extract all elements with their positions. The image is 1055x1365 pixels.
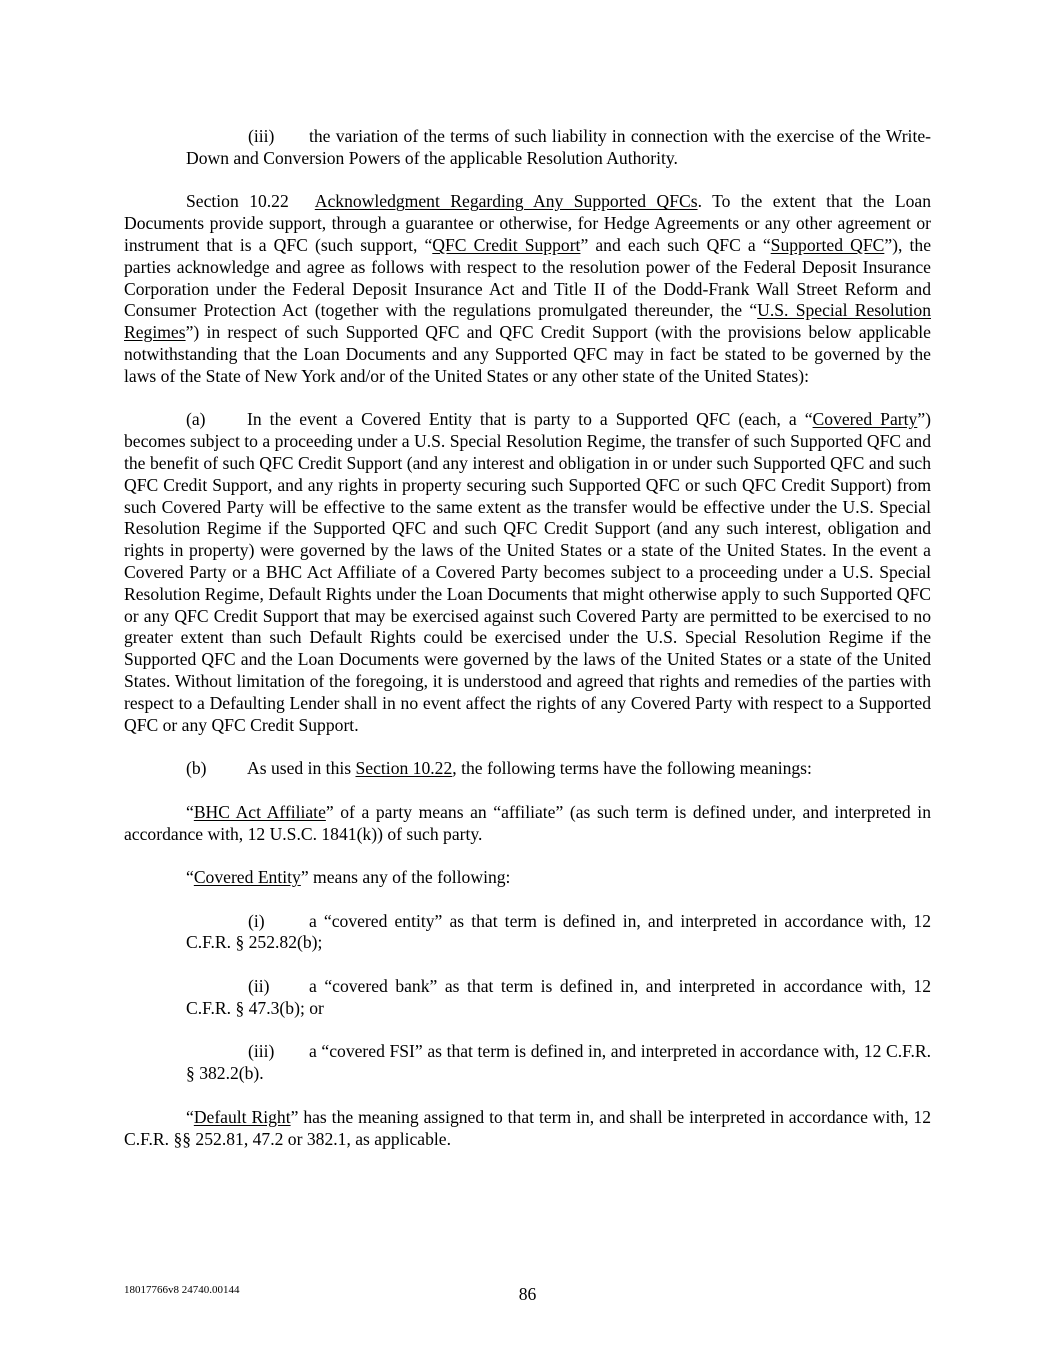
document-body [124, 126, 931, 1172]
clause-number: (iii) [248, 126, 275, 146]
clause-number: (iii) [248, 1041, 275, 1062]
defined-term: U.S. Special Resolution Regimes [124, 300, 931, 343]
clause-number: (i) [248, 910, 265, 931]
defined-term: Covered Entity [193, 867, 301, 888]
page-footer [0, 1284, 1055, 1308]
covered-entity-item-i [124, 911, 931, 955]
section-number: Section 10.22 [186, 191, 289, 212]
defined-term: BHC Act Affiliate [193, 801, 326, 822]
definition-bhc-act-affiliate: “BHC Act Affiliate” of a party means an “affiliate” (as such term is defined under, and interpreted in accordance with, 12 U.S.C. 1841(k)) of such party. [124, 801, 931, 844]
paragraph-a: (a) In the event a Covered Entity that is party to a Supported QFC (each, a “Covered Party”) becomes subject to a proceeding under a U.S. Special Resolution Regime, the transfer of such Supported QFC and the benefit of such QFC Credit Support (and any interest and obligation in or under such Supported QFC and such QFC Credit Support, and any rights in property securing such Supported QFC or such QFC Credit Support) from such Covered Party will be effective to the same extent as the transfer would be effective under the U.S. Special Resolution Regime if the Supported QFC and such QFC Credit Support (and any such interest, obligation and rights in property) were governed by the laws of the United States or a state of the United States. In the event a Covered Party or a BHC Act Affiliate of a Covered Party becomes subject to a proceeding under a U.S. Special Resolution Regime, Default Rights under the Loan Documents that might otherwise apply to such Supported QFC or any QFC Credit Support that may be exercised against such Covered Party are permitted to be exercised to no greater extent than such Default Rights could be exercised under the U.S. Special Resolution Regime if the Supported QFC and the Loan Documents were governed by the laws of the United States or a state of the United States. Without limitation of the foregoing, it is understood and agreed that rights and remedies of the parties with respect to a Defaulting Lender shall in no event affect the rights of any Covered Party with respect to a Supported QFC or any QFC Credit Support. [124, 409, 931, 735]
paragraph-b: (b) As used in this Section 10.22, the following terms have the following meanings: [186, 758, 812, 779]
clause-text: a “covered bank” as that term is defined in, and interpreted in accordance with, 12 C.F.R. § 47.3(b); or [186, 976, 931, 1018]
document-id: 18017766v8 24740.00144 [124, 1284, 240, 1296]
section-10-22: Section 10.22 Acknowledgment Regarding Any Supported QFCs. To the extent that the Loan Documents provide support, through a guarantee or otherwise, for Hedge Agreements or any other agreement or instrument that is a QFC (such support, “QFC Credit Support” and each such QFC a “Supported QFC”), the parties acknowledge and agree as follows with respect to the resolution power of the Federal Deposit Insurance Corporation under the Federal Deposit Insurance Act and Title II of the Dodd-Frank Wall Street Reform and Consumer Protection Act (together with the regulations promulgated thereunder, the “U.S. Special Resolution Regimes”) in respect of such Supported QFC and QFC Credit Support (with the provisions below applicable notwithstanding that the Loan Documents and any Supported QFC may in fact be stated to be governed by the laws of the State of New York and/or of the United States or any other state of the United States): [124, 191, 932, 386]
clause-iii-top [124, 126, 931, 170]
page-number: 86 [518, 1284, 537, 1304]
clause-text: a “covered entity” as that term is defined in, and interpreted in accordance with, 12 C.F.R. § 252.82(b); [186, 910, 931, 953]
paragraph-label: (b) [186, 758, 207, 779]
paragraph-label: (a) [186, 409, 206, 430]
definition-covered-entity: “Covered Entity” means any of the following: [186, 867, 511, 888]
defined-term: Supported QFC [770, 234, 885, 255]
clause-number: (ii) [248, 976, 270, 997]
section-heading: Acknowledgment Regarding Any Supported QFCs [314, 191, 698, 212]
clause-text: a “covered FSI” as that term is defined in, and interpreted in accordance with, 12 C.F.R. § 382.2(b). [186, 1041, 931, 1084]
clause-text: the variation of the terms of such liability in connection with the exercise of the Write-Down and Conversion Powers of the applicable Resolution Authority. [186, 126, 931, 168]
definition-default-right: “Default Right” has the meaning assigned to that term in, and shall be interpreted in accordance with, 12 C.F.R. §§ 252.81, 47.2 or 382.1, as applicable. [124, 1106, 931, 1149]
defined-term: QFC Credit Support [432, 234, 581, 255]
section-reference: Section 10.22 [355, 758, 453, 779]
defined-term: Default Right [193, 1106, 291, 1127]
covered-entity-item-iii [124, 1041, 931, 1085]
defined-term: Covered Party [812, 409, 918, 430]
covered-entity-item-ii [124, 976, 931, 1020]
